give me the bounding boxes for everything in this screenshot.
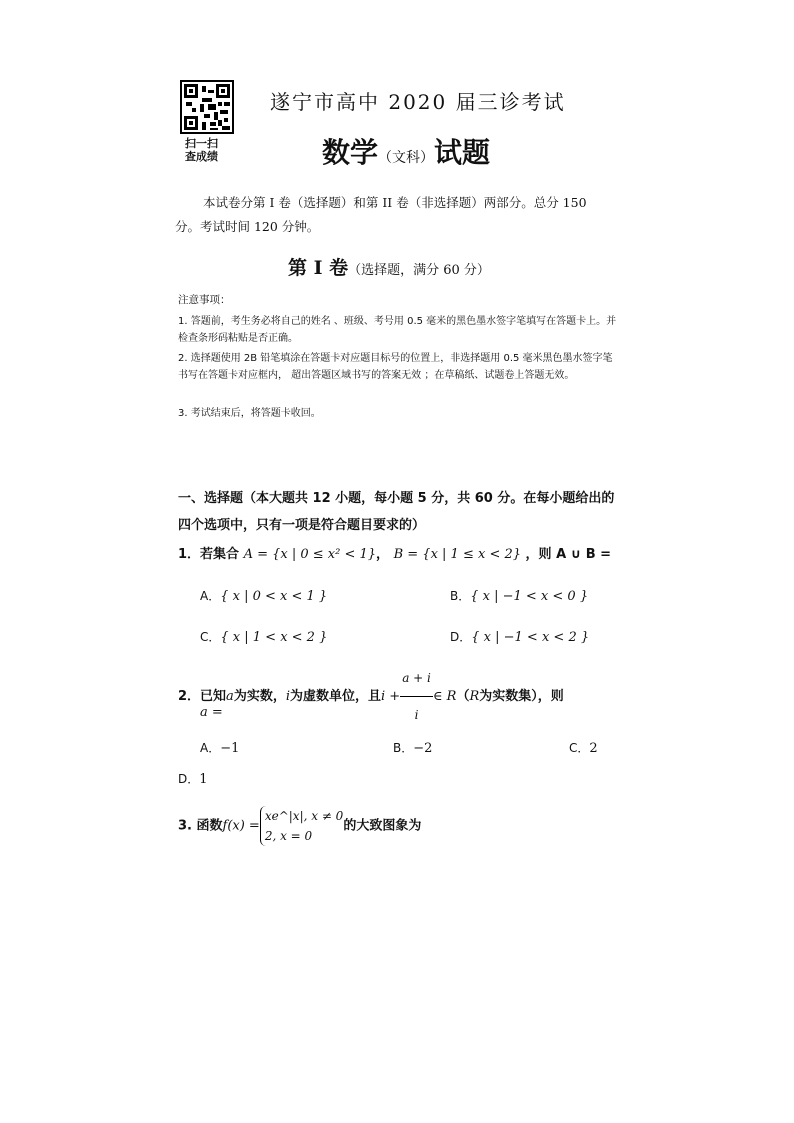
q2-fraction xyxy=(400,660,433,733)
part1-heading xyxy=(288,253,490,280)
option-label: C． xyxy=(569,741,590,755)
exam-title-main: 数学 xyxy=(322,136,379,169)
option-text: 1 xyxy=(199,772,208,787)
q1-set-a: A = {x | 0 ≤ x² < 1} xyxy=(243,547,377,562)
option-text: { x | −1 < x < 2 } xyxy=(471,630,590,645)
q2-p4: 为实数集），则 xyxy=(479,689,564,704)
notes-title: 注意事项： xyxy=(178,294,231,306)
q3-piecewise xyxy=(260,806,344,846)
option-text: { x | 1 < x < 2 } xyxy=(220,630,328,645)
q2-option-d[interactable] xyxy=(178,768,208,787)
option-label: C． xyxy=(200,630,221,644)
q2-option-b[interactable] xyxy=(393,737,432,756)
q2-option-a[interactable] xyxy=(200,737,239,756)
exam-title xyxy=(322,131,490,171)
part1-subtitle: （选择题，满分 60 分） xyxy=(348,263,490,278)
q1-mid: ， xyxy=(376,547,390,562)
q1-option-d[interactable] xyxy=(450,626,589,645)
option-label: D． xyxy=(450,630,472,644)
exam-title-end: 试题 xyxy=(434,136,491,169)
qr-caption xyxy=(185,137,218,163)
q3-tail: 的大致图象为 xyxy=(343,818,422,834)
q2-line2: a = xyxy=(200,705,223,720)
part1-title: 第 Ⅰ 卷 xyxy=(288,257,349,279)
q2-option-c[interactable] xyxy=(569,737,598,756)
option-label: A． xyxy=(200,741,221,755)
qr-caption-line1: 扫一扫 xyxy=(185,137,218,150)
q2-lead: 2．已知 xyxy=(178,689,227,704)
intro-paragraph: 本试卷分第 I 卷（选择题）和第 II 卷（非选择题）两部分。总分 150 分。考试时间 120 分钟。 xyxy=(175,195,587,234)
option-label: A． xyxy=(200,589,221,603)
q1-option-a[interactable] xyxy=(200,585,327,604)
option-label: B． xyxy=(393,741,414,755)
qr-finder-top-left xyxy=(184,84,198,98)
q2-var-r: R xyxy=(469,689,480,704)
q1-set-b: B = {x | 1 ≤ x < 2} xyxy=(393,547,522,562)
q2-expr-pre: i + xyxy=(381,689,401,704)
q2-expr-post: ∈ R xyxy=(432,689,457,704)
q2-p2: 为虚数单位，且 xyxy=(290,689,382,704)
qr-finder-bottom-left xyxy=(184,116,198,130)
option-label: D． xyxy=(178,772,200,786)
section-heading: 一、选择题（本大题共 12 小题，每小题 5 分，共 60 分。在每小题给出的四个选项中，只有一项是符合题目要求的） xyxy=(178,491,615,533)
option-text: −2 xyxy=(413,741,433,756)
q2-frac-num: a + i xyxy=(400,660,433,697)
q2-p3: （ xyxy=(456,689,470,704)
q2-p1: 为实数， xyxy=(233,689,286,704)
question-3 xyxy=(178,806,421,846)
qr-finder-top-right xyxy=(216,84,230,98)
qr-code xyxy=(180,80,234,134)
q2-var-i: i xyxy=(285,689,290,704)
note-item: 1. 答题前，考生务必将自己的姓名 、班级、考号用 0.5 毫米的黑色墨水签字笔填写在答题卡上。并检查条形码粘贴是否正确。 xyxy=(178,316,617,344)
option-text: { x | −1 < x < 0 } xyxy=(470,589,589,604)
qr-caption-line2: 查成绩 xyxy=(185,150,218,163)
option-text: −1 xyxy=(220,741,240,756)
q1-option-c[interactable] xyxy=(200,626,327,645)
option-text: 2 xyxy=(589,741,598,756)
option-label: B． xyxy=(450,589,471,603)
question-2 xyxy=(178,660,564,733)
note-item: 2. 选择题使用 2B 铅笔填涂在答题卡对应题目标号的位置上，非选择题用 0.5 毫米黑色墨水签字笔书写在答题卡对应框内， 超出答题区域书写的答案无效 ；在草稿纸、试题卷上答题无效。 xyxy=(178,353,613,381)
q3-lead: 3. 函数 xyxy=(178,818,223,834)
q3-case-1: xe^|x|, x ≠ 0 xyxy=(264,809,344,823)
q2-var-a: a xyxy=(226,689,234,704)
q3-case-2: 2, x = 0 xyxy=(264,829,313,843)
school-title: 遂宁市高中 2020 届三诊考试 xyxy=(270,90,566,114)
question-1 xyxy=(178,543,611,562)
note-item: 3. 考试结束后，将答题卡收回。 xyxy=(178,408,321,419)
q3-func: f(x) = xyxy=(222,818,260,834)
option-text: { x | 0 < x < 1 } xyxy=(220,589,328,604)
q1-option-b[interactable] xyxy=(450,585,588,604)
q1-tail: ，则 A ∪ B = xyxy=(525,547,612,562)
q2-frac-den: i xyxy=(414,708,419,722)
q1-lead: 1．若集合 xyxy=(178,547,240,562)
exam-title-sub: （文科） xyxy=(378,150,435,166)
